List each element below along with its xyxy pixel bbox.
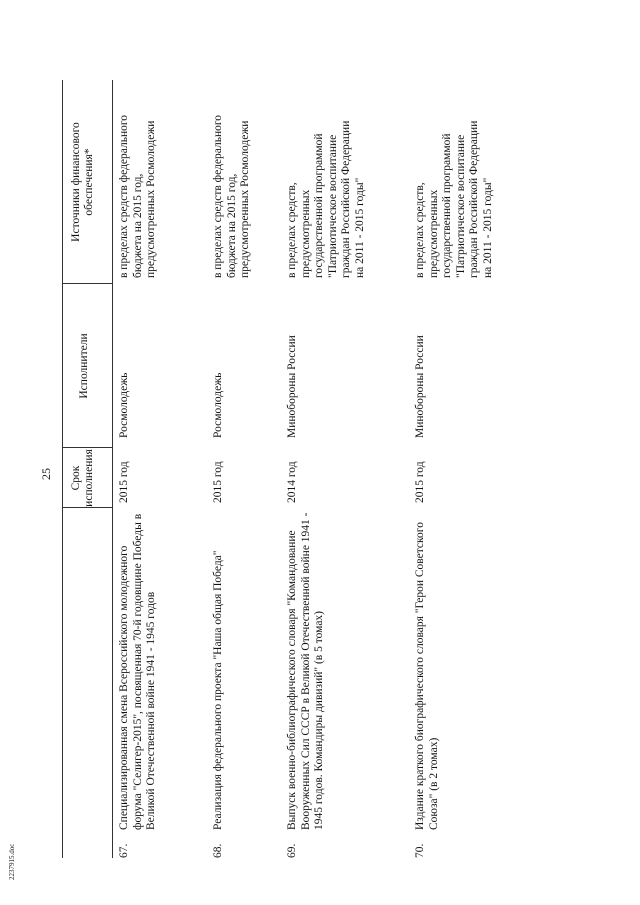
row-68-deadline: 2015 год	[212, 461, 224, 503]
row-70-source: в пределах средств, предусмотренных государственной программой "Патриотическое воспитание граждан Российской Федерации на 2011 - 2015 годы"	[414, 120, 494, 278]
header-sources: Источники финансового обеспечения*	[70, 122, 95, 242]
page-number: 25	[39, 468, 53, 480]
row-69-source: в пределах средств, предусмотренных государственной программой "Патриотическое воспитание граждан Российской Федерации на 2011 - 2015 годы"	[286, 120, 366, 278]
row-70-num: 70.	[414, 843, 426, 858]
row-67-name: Специализированная смена Всероссийского молодежного форума "Селигер-2015", посвященная 70-й годовщине Победы в Великой Отечественной войне 1941 - 1945 годов	[118, 513, 158, 830]
row-69-num: 69.	[286, 843, 298, 858]
row-67-num: 67.	[118, 843, 130, 858]
row-68-num: 68.	[212, 843, 224, 858]
row-70-executor: Минобороны России	[414, 335, 426, 438]
row-67-source: в пределах средств федерального бюджета на 2015 год, предусмотренных Росмолодежи	[118, 114, 158, 278]
row-69-deadline: 2014 год	[286, 461, 298, 503]
header-executors: Исполнители	[78, 333, 90, 399]
row-68-name: Реализация федерального проекта "Наша общая Победа"	[212, 550, 224, 830]
row-67-executor: Росмолодежь	[118, 372, 130, 438]
rotated-table-page	[39, 58, 582, 858]
row-68-executor: Росмолодежь	[212, 372, 224, 438]
document-footer: 2237915.doc	[8, 843, 16, 880]
row-68-source: в пределах средств федерального бюджета на 2015 год, предусмотренных Росмолодежи	[212, 114, 252, 278]
row-69-executor: Минобороны России	[286, 335, 298, 438]
table-header-rule	[112, 80, 113, 858]
row-69-name: Выпуск военно-библиографического словаря "Командование Вооруженных Сил СССР в Великой Отечественной войне 1941 - 1945 годов. Командиры дивизий" (в 5 томах)	[286, 512, 326, 830]
row-70-deadline: 2015 год	[414, 461, 426, 503]
table-top-rule	[62, 80, 63, 858]
header-deadline: Срок исполнения	[70, 449, 95, 507]
row-70-name: Издание краткого биографического словаря "Герои Советского Союза" (в 2 томах)	[414, 522, 440, 830]
row-67-deadline: 2015 год	[118, 461, 130, 503]
